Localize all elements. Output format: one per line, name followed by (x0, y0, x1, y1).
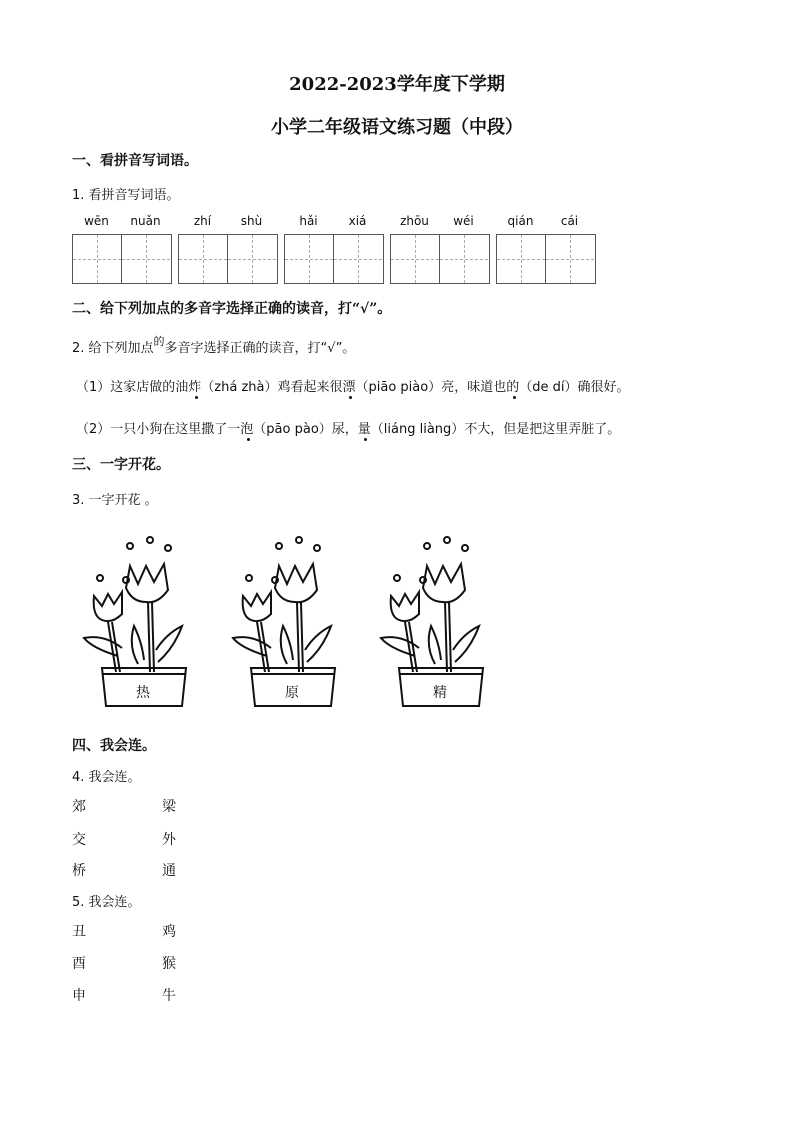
flower-pot-1 (78, 530, 208, 710)
word-box[interactable] (390, 234, 490, 284)
match-left[interactable]: 丑 (72, 924, 86, 940)
item-text: （liáng liàng）不大，但是把这里弄脏了。 (370, 422, 621, 437)
item-2-2 (76, 418, 620, 437)
grid-cell[interactable] (73, 235, 121, 283)
pinyin: zhōu (400, 214, 429, 228)
dotted-char: 漂 (342, 380, 356, 395)
item-text: （de dí）确很好。 (519, 380, 630, 395)
dotted-char: 的 (506, 380, 520, 395)
dotted-char: 炸 (188, 380, 202, 395)
question-3: 3. 一字开花 。 (72, 493, 158, 508)
pot-character: 热 (136, 685, 150, 701)
match-right[interactable]: 猴 (162, 956, 176, 972)
item-text: （1）这家店做的油 (76, 380, 189, 395)
dotted-char: 泡 (240, 422, 254, 437)
question-1: 1. 看拼音写词语。 (72, 188, 180, 203)
grid-cell[interactable] (497, 235, 545, 283)
question-2-text-c: 多音字选择正确的读音，打“√”。 (164, 341, 356, 356)
match-left[interactable]: 交 (72, 832, 86, 848)
pinyin: hǎi (299, 214, 318, 228)
match-left[interactable]: 郊 (72, 799, 86, 815)
pinyin-row (72, 214, 602, 234)
match-right[interactable]: 外 (162, 832, 176, 848)
question-2 (72, 337, 355, 356)
grid-cell[interactable] (121, 235, 170, 283)
match-right[interactable]: 鸡 (162, 924, 176, 940)
dotted-char: 量 (357, 422, 371, 437)
pinyin: qián (507, 214, 534, 228)
grid-cell[interactable] (333, 235, 382, 283)
pinyin: xiá (348, 214, 367, 228)
word-box[interactable] (496, 234, 596, 284)
grid-cell[interactable] (545, 235, 594, 283)
pot-character: 原 (285, 685, 299, 701)
match-left[interactable]: 酉 (72, 956, 86, 972)
match-right[interactable]: 梁 (162, 799, 176, 815)
question-4: 4. 我会连。 (72, 770, 141, 785)
flower-pot-2 (227, 530, 357, 710)
item-text: （pāo pào）尿， (253, 422, 358, 437)
word-box[interactable] (284, 234, 384, 284)
section-heading-4: 四、我会连。 (72, 738, 156, 754)
pinyin: wēn (84, 214, 109, 228)
item-text: （2）一只小狗在这里撒了一 (76, 422, 241, 437)
word-box[interactable] (178, 234, 278, 284)
section-heading-2: 二、给下列加点的多音字选择正确的读音，打“√”。 (72, 301, 392, 317)
pot-character: 精 (433, 685, 447, 701)
pinyin: shù (240, 214, 263, 228)
match-right[interactable]: 通 (162, 863, 176, 879)
title-line-1: 2022-2023学年度下学期 (289, 74, 505, 95)
question-2-text-b: 的 (153, 335, 165, 348)
pinyin: zhí (193, 214, 212, 228)
word-box[interactable] (72, 234, 172, 284)
question-2-text-a: 2. 给下列加点 (72, 341, 154, 356)
section-heading-3: 三、一字开花。 (72, 457, 170, 473)
question-5: 5. 我会连。 (72, 895, 141, 910)
match-right[interactable]: 牛 (162, 988, 176, 1004)
title-line-2: 小学二年级语文练习题（中段） (271, 117, 523, 138)
writing-grid (72, 234, 602, 284)
grid-cell[interactable] (391, 235, 439, 283)
flower-pot-3 (375, 530, 505, 710)
item-2-1 (76, 376, 629, 395)
match-left[interactable]: 桥 (72, 863, 86, 879)
grid-cell[interactable] (179, 235, 227, 283)
pinyin: wéi (453, 214, 474, 228)
pinyin: cái (560, 214, 579, 228)
pinyin: nuǎn (130, 214, 161, 228)
match-left[interactable]: 申 (72, 988, 86, 1004)
section-heading-1: 一、看拼音写词语。 (72, 153, 198, 169)
item-text: （piāo piào）亮，味道也 (355, 380, 507, 395)
item-text: （zhá zhà）鸡看起来很 (201, 380, 343, 395)
grid-cell[interactable] (227, 235, 276, 283)
grid-cell[interactable] (285, 235, 333, 283)
grid-cell[interactable] (439, 235, 488, 283)
